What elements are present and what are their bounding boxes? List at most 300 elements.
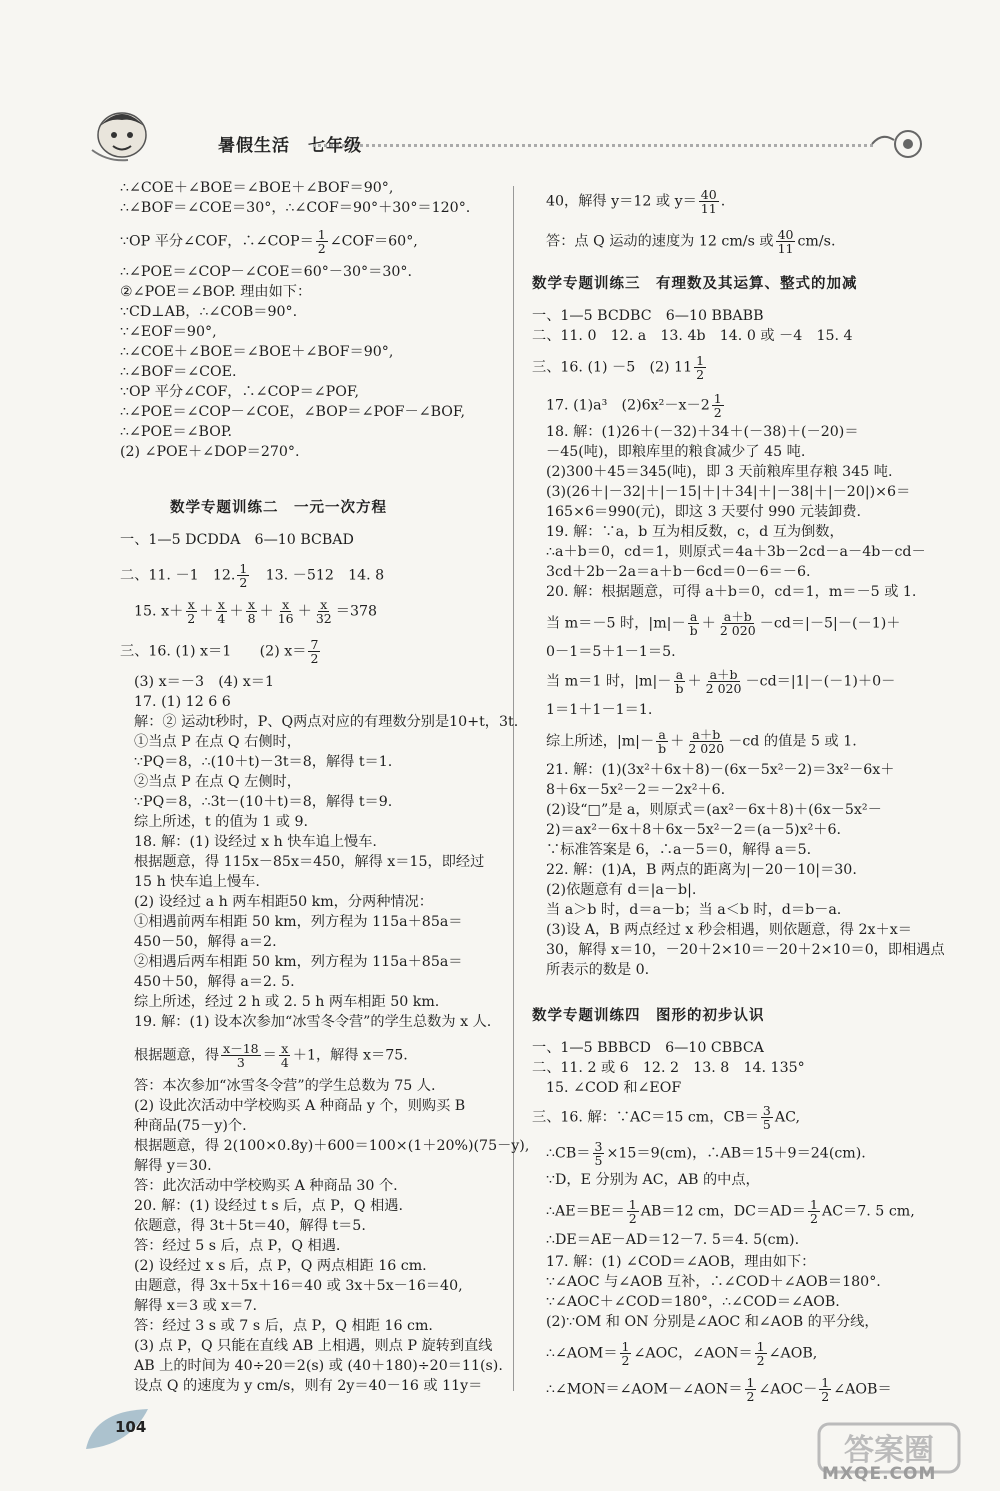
answer-line	[546, 840, 811, 860]
fraction-denominator: 3	[236, 1055, 245, 1070]
answer-line	[134, 1176, 398, 1196]
fraction-numerator: a	[675, 667, 684, 682]
fraction	[215, 598, 227, 625]
column-divider	[513, 186, 514, 1391]
text-run: ∴∠BOF＝∠COE.	[120, 364, 237, 380]
answer-line	[120, 178, 393, 198]
text-run: ∴∠BOF＝∠COE＝30°，∴∠COF＝90°＋30°＝120°.	[120, 200, 471, 216]
answer-line	[546, 422, 859, 442]
text-run: 17. (1) 12 6 6	[134, 694, 231, 710]
text-run: ∵∠AOC 与∠AOB 互补，∴∠COD＋∠AOB＝180°.	[546, 1274, 881, 1290]
text-run: ∴∠POE＝∠COP－∠COE＝60°－30°＝30°.	[120, 264, 412, 280]
answer-line	[134, 1356, 503, 1376]
answer-line	[120, 638, 322, 665]
answer-line	[120, 530, 354, 550]
fraction-numerator: 1	[713, 391, 722, 406]
fraction-denominator: b	[658, 741, 667, 756]
text-run: 当 m＝1 时，|m|－	[546, 673, 672, 690]
fraction-denominator: 2	[310, 651, 319, 666]
answer-line	[134, 1116, 247, 1136]
answer-line	[546, 860, 857, 880]
swirl-icon	[868, 126, 928, 162]
answer-line	[134, 1216, 366, 1236]
fraction	[185, 598, 197, 625]
answer-line	[546, 800, 882, 820]
fraction	[620, 1340, 632, 1367]
text-run: (3)(26＋|－32|＋|－15|＋|＋34|＋|－38|＋|－20|)×6＝	[546, 484, 911, 500]
fraction-denominator: 2 020	[688, 741, 725, 756]
answer-line	[120, 282, 311, 302]
answer-line	[546, 1198, 915, 1225]
text-run: ＋1，解得 x＝75.	[292, 1047, 408, 1064]
fraction-denominator: 2	[628, 1211, 637, 1226]
fraction	[718, 610, 758, 637]
fraction-denominator: 2	[239, 575, 248, 590]
answer-line	[546, 642, 676, 662]
text-run: ∠AOB＝	[833, 1381, 892, 1398]
text-run: .	[720, 193, 726, 210]
text-run: 解得 x＝3 或 x＝7.	[134, 1298, 258, 1314]
text-run: 依题意，得 3t＋5t＝40，解得 t＝5.	[134, 1218, 366, 1234]
fraction-numerator: a＋b	[709, 667, 738, 682]
header-dotted-rule	[313, 144, 873, 147]
answer-line	[546, 1170, 760, 1190]
text-run: 答：此次活动中学校购买 A 种商品 30 个.	[134, 1178, 398, 1194]
fraction	[745, 1376, 757, 1403]
text-run: ②相遇后两车相距 50 km，列方程为 115a＋85a＝	[134, 954, 463, 970]
fraction	[699, 188, 719, 215]
text-run: 15. ∠COD 和∠EOF	[546, 1080, 682, 1096]
answer-line	[134, 1236, 340, 1256]
answer-line	[134, 1256, 427, 1276]
answer-line	[134, 852, 484, 872]
answer-line	[532, 306, 764, 326]
text-run: 二、11. 2 或 6 12. 2 13. 8 14. 135°	[532, 1060, 805, 1076]
text-run: ∵∠EOF＝90°,	[120, 324, 217, 340]
fraction	[308, 638, 320, 665]
fraction	[656, 728, 668, 755]
fraction-numerator: 1	[239, 561, 248, 576]
text-run: ×15＝9(cm)，∴AB＝15＋9＝24(cm).	[606, 1145, 866, 1162]
text-run: ＋	[229, 603, 244, 620]
answer-line	[546, 582, 916, 602]
text-run: 15 h 快车追上慢车.	[134, 874, 260, 890]
fraction	[755, 1340, 767, 1367]
text-run: AC＝7. 5 cm,	[821, 1203, 915, 1220]
answer-line	[134, 832, 377, 852]
answer-line	[546, 462, 892, 482]
text-run: (3)设 A，B 两点经过 x 秒会相遇，则依题意，得 2x＋x＝	[546, 922, 912, 938]
answer-line	[546, 502, 861, 522]
answer-line	[546, 820, 841, 840]
text-run: 18. 解：(1)26＋(－32)＋34＋(－38)＋(－20)＝	[546, 424, 859, 440]
mascot-icon	[88, 104, 158, 166]
text-run: 根据题意，得 2(100×0.8y)＋600＝100×(1＋20%)(75－y),	[134, 1138, 530, 1154]
fraction-denominator: 2	[317, 241, 326, 256]
fraction-numerator: x	[281, 1041, 289, 1056]
text-run: ∴∠AOM＝	[546, 1345, 618, 1362]
fraction	[246, 598, 258, 625]
fraction-numerator: 1	[621, 1339, 630, 1354]
fraction-denominator: 2 020	[719, 623, 756, 638]
fraction-denominator: b	[689, 623, 698, 638]
answer-line	[120, 322, 217, 342]
text-run: ∵PQ＝8，∴3t－(10＋t)＝8，解得 t＝9.	[134, 794, 393, 810]
fraction-denominator: 2	[746, 1389, 755, 1404]
answer-line	[546, 1230, 799, 1250]
text-run: 17. (1)a³ (2)6x²－x－2	[546, 397, 710, 414]
answer-line	[120, 422, 232, 442]
answer-line	[546, 960, 649, 980]
text-run: (2)设“□”是 a，则原式＝(ax²－6x＋8)＋(6x－5x²－	[546, 802, 882, 818]
answer-line	[134, 1076, 435, 1096]
fraction-denominator: 8	[247, 611, 256, 626]
text-run: ∴∠COE＋∠BOE＝∠BOE＋∠BOF＝90°,	[120, 344, 394, 360]
answer-line	[546, 780, 725, 800]
fraction-numerator: 1	[756, 1339, 765, 1354]
fraction	[819, 1376, 831, 1403]
text-run: (3) x＝－3 (4) x＝1	[134, 674, 275, 690]
fraction-denominator: 2	[756, 1353, 765, 1368]
fraction-denominator: 11	[700, 201, 717, 216]
section-heading: 数学专题训练三 有理数及其运算、整式的加减	[532, 276, 858, 292]
text-run: 450＋50，解得 a＝2. 5.	[134, 974, 295, 990]
answer-line	[546, 228, 835, 255]
answer-line	[546, 668, 895, 695]
text-run: 17. 解：(1) ∠COD＝∠AOB，理由如下：	[546, 1254, 816, 1270]
text-run: 20. 解：根据题意，可得 a＋b＝0，cd＝1，m＝－5 或 1.	[546, 584, 917, 600]
fraction-numerator: 7	[310, 637, 319, 652]
fraction-denominator: b	[675, 681, 684, 696]
text-run: 450－50，解得 a＝2.	[134, 934, 277, 950]
fraction	[279, 1042, 291, 1069]
text-run: ∴DE＝AE－AD＝12－7. 5＝4. 5(cm).	[546, 1232, 800, 1248]
fraction	[237, 562, 249, 589]
answer-line	[546, 1078, 681, 1098]
answer-line	[134, 892, 433, 912]
fraction	[694, 354, 706, 381]
text-run: ∵D，E 分别为 AC，AB 的中点，	[546, 1172, 760, 1188]
text-run: 1＝1＋1－1＝1.	[546, 702, 653, 718]
answer-line	[120, 342, 393, 362]
fraction-numerator: a	[658, 727, 666, 742]
answer-line	[532, 326, 853, 346]
answer-line	[120, 402, 465, 422]
text-run: ∴∠POE＝∠BOP.	[120, 424, 233, 440]
text-run: ∵∠AOC＋∠COD＝180°，∴∠COD＝∠AOB.	[546, 1294, 840, 1310]
fraction	[712, 392, 724, 419]
answer-line	[532, 1104, 800, 1131]
text-run: 20. 解：(1) 设经过 t s 后，点 P，Q 相遇.	[134, 1198, 403, 1214]
fraction-denominator: 2 020	[705, 681, 742, 696]
fraction-numerator: a＋b	[723, 609, 752, 624]
text-run: 种商品(75－y)个.	[134, 1118, 247, 1134]
fraction	[686, 728, 726, 755]
text-run: (2) 设经过 x s 后，点 P，Q 两点相距 16 cm.	[134, 1258, 427, 1274]
fraction-denominator: 2	[621, 1353, 630, 1368]
text-run: 22. 解：(1)A，B 两点的距离为|－20－10|＝30.	[546, 862, 857, 878]
answer-line	[120, 262, 412, 282]
answer-line	[134, 872, 260, 892]
answer-line	[546, 482, 910, 502]
text-run: －cd＝|－5|－(－1)＋	[759, 615, 901, 632]
fraction	[627, 1198, 639, 1225]
text-run: 当 m＝－5 时，|m|－	[546, 615, 686, 632]
text-run: AB＝12 cm，DC＝AD＝	[640, 1203, 806, 1220]
answer-line	[546, 522, 844, 542]
text-run: 答：点 Q 运动的速度为 12 cm/s 或	[546, 233, 774, 250]
fraction-denominator: 16	[277, 611, 294, 626]
fraction-denominator: 2	[810, 1211, 818, 1226]
answer-line	[134, 972, 295, 992]
answer-line	[546, 900, 841, 920]
fraction-numerator: 1	[317, 227, 326, 242]
section-heading: 数学专题训练四 图形的初步认识	[532, 1008, 765, 1024]
answer-line	[546, 940, 945, 960]
text-run: (2) ∠POE＋∠DOP＝270°.	[120, 444, 300, 460]
fraction	[593, 1140, 605, 1167]
fraction	[276, 598, 296, 625]
answer-line	[546, 760, 894, 780]
fraction-denominator: 4	[217, 611, 226, 626]
text-run: 答：本次参加“冰雪冬令营”的学生总数为 75 人.	[134, 1078, 436, 1094]
answer-line	[134, 672, 274, 692]
answer-line	[546, 920, 912, 940]
text-run: 综上所述，t 的值为 1 或 9.	[134, 814, 308, 830]
text-run: 15. x＋	[134, 603, 184, 620]
text-run: 三、16. (1) x＝1 (2) x＝	[120, 643, 307, 660]
answer-line	[134, 1096, 465, 1116]
fraction-denominator: 2	[821, 1389, 830, 1404]
fraction-denominator: 11	[777, 241, 794, 256]
answer-line	[134, 1196, 403, 1216]
text-run: 165×6＝990(元)，即这 3 天要付 990 元装卸费.	[546, 504, 862, 520]
fraction-numerator: x	[282, 597, 290, 612]
text-run: ∠AOC－	[758, 1381, 818, 1398]
fraction-numerator: x－18	[223, 1041, 259, 1056]
text-run: ∵OP 平分∠COF，∴∠COP＝	[120, 233, 314, 250]
answer-line	[546, 562, 811, 582]
text-run: ①相遇前两车相距 50 km，列方程为 115a＋85a＝	[134, 914, 463, 930]
text-run: 21. 解：(1)(3x²＋6x＋8)－(6x－5x²－2)＝3x²－6x＋	[546, 762, 895, 778]
text-run: 设点 Q 的速度为 y cm/s，则有 2y＝40－16 或 11y＝	[134, 1378, 483, 1394]
text-run: ∴∠POE＝∠COP－∠COE，∠BOP＝∠POF－∠BOF,	[120, 404, 466, 420]
text-run: 30，解得 x＝10，－20＋2×10＝－20＋2×10＝0，即相遇点	[546, 942, 945, 958]
text-run: ∠COF＝60°,	[329, 233, 418, 250]
text-run: 当 a＞b 时，d＝a－b；当 a＜b 时，d＝b－a.	[546, 902, 842, 918]
text-run: ＋	[701, 615, 716, 632]
fraction-numerator: 40	[777, 227, 794, 242]
answer-line	[134, 992, 439, 1012]
text-run: cm/s.	[797, 233, 836, 250]
text-run: 答：经过 3 s 或 7 s 后，点 P，Q 相距 16 cm.	[134, 1318, 433, 1334]
fraction-numerator: 1	[746, 1375, 755, 1390]
answer-line	[546, 442, 805, 462]
text-run: (2)300＋45＝345(吨)，即 3 天前粮库里存粮 345 吨.	[546, 464, 893, 480]
answer-line	[120, 198, 470, 218]
answer-line	[546, 1292, 840, 1312]
text-run: ∵标准答案是 6，∴a－5＝0，解得 a＝5.	[546, 842, 812, 858]
answer-line	[546, 1252, 815, 1272]
text-run: ＝378	[335, 603, 378, 620]
text-run: ∴CB＝	[546, 1145, 591, 1162]
text-run: (2)依题意有 d＝|a－b|.	[546, 882, 697, 898]
text-run: AB 上的时间为 40÷20＝2(s) 或 (40＋180)÷20＝11(s).	[134, 1358, 503, 1374]
fraction	[776, 228, 796, 255]
text-run: 二、11. 0 12. a 13. 4b 14. 0 或 －4 15. 4	[532, 328, 853, 344]
answer-line	[134, 792, 392, 812]
text-run: ∵PQ＝8，∴(10＋t)－3t＝8，解得 t＝1.	[134, 754, 393, 770]
text-run: 所表示的数是 0.	[546, 962, 650, 978]
answer-line	[120, 302, 297, 322]
answer-line	[532, 354, 708, 381]
fraction-denominator: 5	[762, 1117, 771, 1132]
answer-line	[120, 562, 384, 589]
text-run: ＋	[297, 603, 312, 620]
fraction-denominator: 32	[315, 611, 332, 626]
fraction-numerator: 40	[700, 187, 717, 202]
text-run: ∴∠MON＝∠AOM－∠AON＝	[546, 1381, 743, 1398]
fraction-numerator: 1	[696, 353, 705, 368]
fraction	[704, 668, 744, 695]
fraction-numerator: a	[689, 609, 698, 624]
answer-line	[546, 728, 857, 755]
text-run: 由题意，得 3x＋5x＋16＝40 或 3x＋5x－16＝40,	[134, 1278, 463, 1294]
text-run: －cd 的值是 5 或 1.	[728, 733, 857, 750]
text-run: 一、1—5 DCDDA 6—10 BCBAD	[120, 532, 354, 548]
text-run: ∵OP 平分∠COF，∴∠COP＝∠POF,	[120, 384, 359, 400]
answer-line	[546, 188, 725, 215]
text-run: 解：② 运动t秒时，P、Q两点对应的有理数分别是10+t，3t.	[134, 714, 519, 730]
answer-line	[134, 812, 308, 832]
answer-line	[134, 712, 518, 732]
text-run: ∵CD⊥AB，∴∠COB＝90°.	[120, 304, 298, 320]
answer-line	[134, 1296, 257, 1316]
answer-line	[134, 912, 463, 932]
text-run: 解得 y＝30.	[134, 1158, 212, 1174]
answer-line	[134, 932, 277, 952]
answer-line	[546, 1376, 892, 1403]
text-run: ＋	[670, 733, 685, 750]
fraction-denominator: 4	[280, 1055, 289, 1070]
text-run: 3cd＋2b－2a＝a＋b－6cd＝0－6＝－6.	[546, 564, 811, 580]
text-run: 2)＝ax²－6x＋8＋6x－5x²－2＝(a－5)x²＋6.	[546, 822, 842, 838]
text-run: 三、16. 解：∵AC＝15 cm，CB＝	[532, 1109, 759, 1126]
fraction-denominator: 2	[713, 405, 722, 420]
text-run: 综上所述，|m|－	[546, 733, 655, 750]
fraction-numerator: x	[187, 597, 195, 612]
answer-line	[134, 732, 301, 752]
fraction-denominator: 5	[594, 1153, 603, 1168]
text-run: 19. 解：(1) 设本次参加“冰雪冬令营”的学生总数为 x 人.	[134, 1014, 492, 1030]
text-run: 根据题意，得 115x－85x＝450，解得 x＝15，即经过	[134, 854, 485, 870]
text-run: ∴a＋b＝0，cd＝1，则原式＝4a＋3b－2cd－a－4b－cd－	[546, 544, 926, 560]
answer-line	[134, 1136, 529, 1156]
fraction-numerator: 3	[594, 1139, 603, 1154]
text-run: 0－1＝5＋1－1＝5.	[546, 644, 676, 660]
fraction-numerator: a＋b	[692, 727, 721, 742]
page-header	[88, 100, 928, 170]
text-run: ∴AE＝BE＝	[546, 1203, 625, 1220]
answer-line	[134, 1276, 463, 1296]
answer-line	[134, 1012, 491, 1032]
text-run: ＝	[262, 1047, 277, 1064]
answer-line	[120, 442, 300, 462]
answer-line	[134, 692, 231, 712]
answer-line	[546, 880, 696, 900]
text-run: 18. 解：(1) 设经过 x h 快车追上慢车.	[134, 834, 377, 850]
fraction-numerator: 1	[810, 1197, 818, 1212]
answer-line	[134, 952, 463, 972]
answer-line	[546, 1312, 879, 1332]
text-run: －cd＝|1|－(－1)＋0－	[745, 673, 896, 690]
answer-line	[546, 392, 726, 419]
text-run: 19. 解：∵a，b 互为相反数，c，d 互为倒数，	[546, 524, 844, 540]
answer-line	[134, 772, 301, 792]
text-run: 三、16. (1) －5 (2) 11	[532, 359, 693, 376]
text-run: ∠AOC，∠AON＝	[633, 1345, 753, 1362]
answer-line	[120, 362, 237, 382]
fraction	[808, 1198, 820, 1225]
fraction-numerator: x	[248, 597, 256, 612]
answer-line	[546, 542, 926, 562]
fraction-numerator: 1	[821, 1375, 830, 1390]
answer-line	[532, 1058, 805, 1078]
answer-line	[134, 1316, 433, 1336]
fraction	[316, 228, 328, 255]
page-number: 104	[115, 1418, 147, 1436]
svg-text:答案圈: 答案圈	[844, 1433, 934, 1468]
text-run: 一、1—5 BBBCD 6—10 CBBCA	[532, 1040, 764, 1056]
text-run: 8＋6x－5x²－2＝－2x²＋6.	[546, 782, 726, 798]
fraction-numerator: 1	[628, 1197, 637, 1212]
text-run: (2)∵OM 和 ON 分别是∠AOC 和∠AOB 的平分线，	[546, 1314, 879, 1330]
answer-line	[134, 1336, 492, 1356]
header-title: 暑假生活 七年级	[218, 136, 362, 156]
text-run: ②∠POE＝∠BOP. 理由如下：	[120, 284, 312, 300]
answer-line	[134, 752, 392, 772]
answer-line	[546, 1140, 866, 1167]
answer-line	[546, 1340, 817, 1367]
text-run: ②当点 P 在点 Q 左侧时，	[134, 774, 301, 790]
fraction	[221, 1042, 260, 1069]
fraction	[761, 1104, 773, 1131]
answer-line	[120, 382, 359, 402]
fraction	[673, 668, 685, 695]
fraction-numerator: x	[320, 597, 328, 612]
fraction	[688, 610, 700, 637]
fraction	[314, 598, 334, 625]
answer-line	[120, 228, 418, 255]
fraction-numerator: x	[217, 597, 225, 612]
answer-line	[134, 598, 377, 625]
text-run: ①当点 P 在点 Q 右侧时，	[134, 734, 301, 750]
text-run: 二、11. －1 12.	[120, 567, 236, 584]
text-run: 40，解得 y＝12 或 y＝	[546, 193, 697, 210]
text-run: －45(吨)，即粮库里的粮食减少了 45 吨.	[546, 444, 806, 460]
answer-line	[134, 1156, 212, 1176]
text-run: (2) 设经过 a h 两车相距50 km，分两种情况：	[134, 894, 433, 910]
text-run: 答：经过 5 s 后，点 P，Q 相遇.	[134, 1238, 341, 1254]
text-run: ∠AOB,	[768, 1345, 818, 1362]
section-heading: 数学专题训练二 一元一次方程	[170, 500, 387, 516]
text-run: (3) 点 P，Q 只能在直线 AB 上相遇，则点 P 旋转到直线	[134, 1338, 493, 1354]
text-run: ＋	[687, 673, 702, 690]
text-run: ∴∠COE＋∠BOE＝∠BOE＋∠BOF＝90°,	[120, 180, 394, 196]
answer-line	[134, 1376, 482, 1396]
text-run: ＋	[199, 603, 214, 620]
answer-line	[546, 610, 901, 637]
